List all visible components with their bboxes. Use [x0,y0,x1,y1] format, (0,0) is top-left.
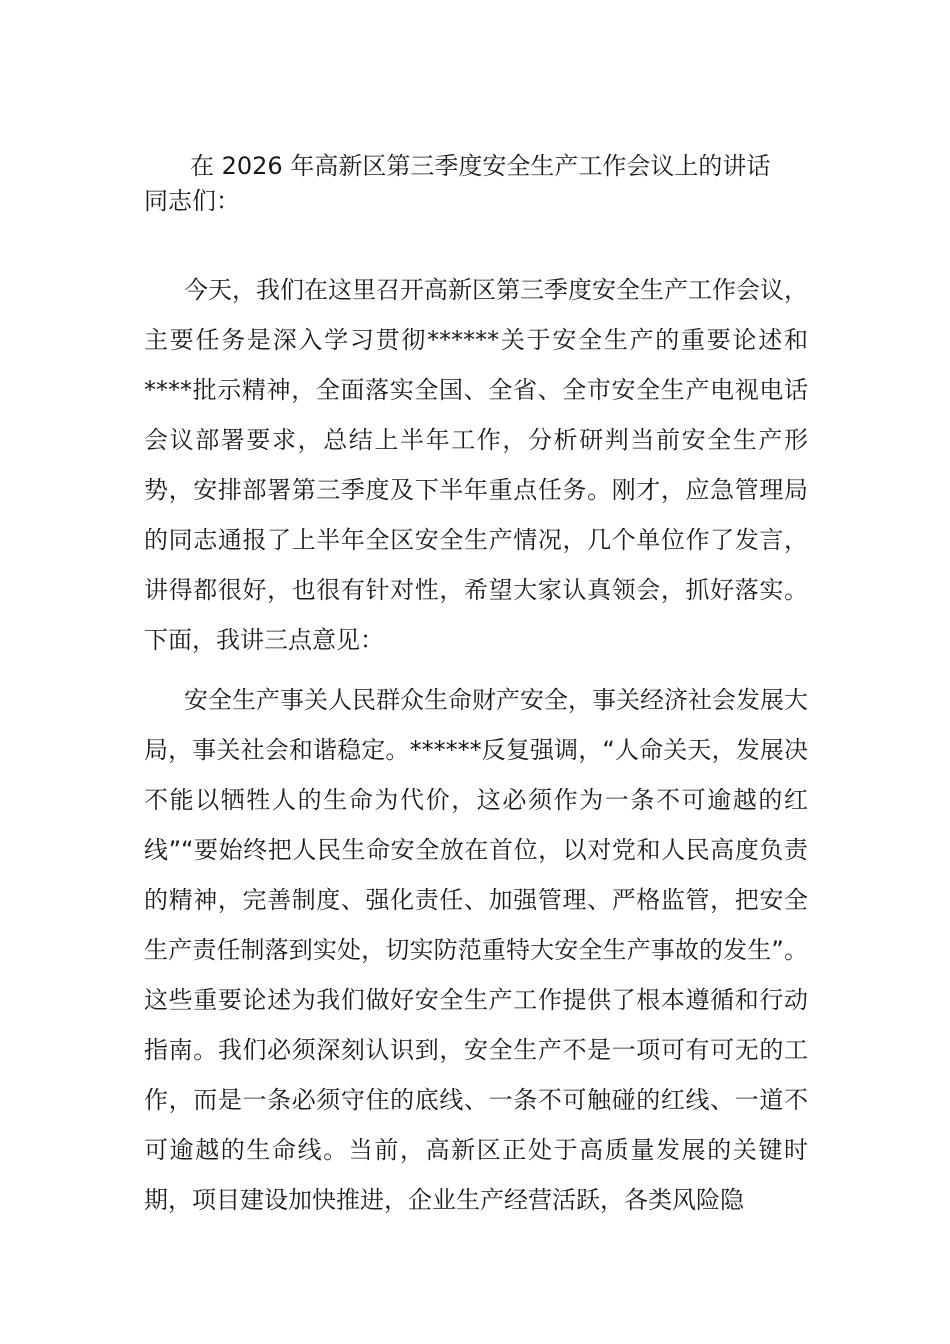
salutation: 同志们： [144,187,240,215]
paragraph-safety-importance: 安全生产事关人民群众生命财产安全，事关经济社会发展大局，事关社会和谐稳定。******反复强调，“人命关天，发展决不能以牺牲人的生命为代价，这必须作为一条不可逾越的红线”“要始终把人民生命安全放在首位，以对党和人民高度负责的精神，完善制度、强化责任、加强管理、严格监管，把安全生产责任制落到实处，切实防范重特大安全生产事故的发生”。这些重要论述为我们做好安全生产工作提供了根本遵循和行动指南。我们必须深刻认识到，安全生产不是一项可有可无的工作，而是一条必须守住的底线、一条不可触碰的红线、一道不可逾越的生命线。当前，高新区正处于高质量发展的关键时期，项目建设加快推进，企业生产经营活跃，各类风险隐 [144,686,808,1214]
paragraph-opening: 今天，我们在这里召开高新区第三季度安全生产工作会议，主要任务是深入学习贯彻******关于安全生产的重要论述和****批示精神，全面落实全国、全省、全市安全生产电视电话会议部署要求，总结上半年工作，分析研判当前安全生产形势，安排部署第三季度及下半年重点任务。刚才，应急管理局的同志通报了上半年全区安全生产情况，几个单位作了发言，讲得都很好，也很有针对性，希望大家认真领会，抓好落实。下面，我讲三点意见： [144,276,808,654]
document-title: 在 2026 年高新区第三季度安全生产工作会议上的讲话 [190,152,771,180]
